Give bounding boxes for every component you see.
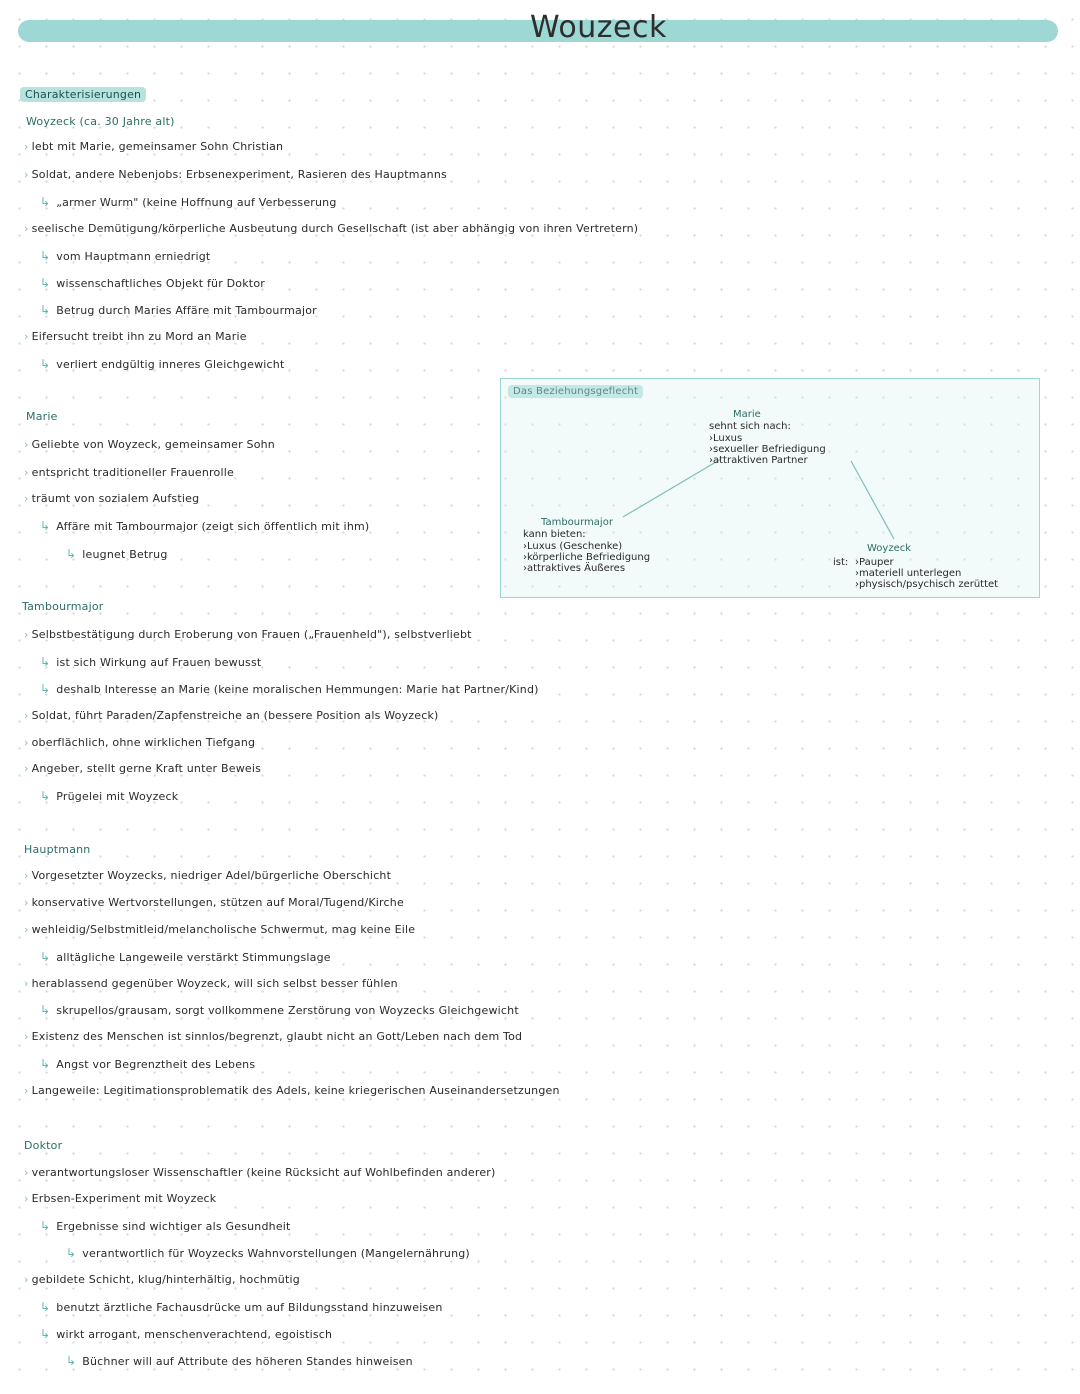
hauptmann-line-3: › wehleidig/Selbstmitleid/melancholische Schwermut, mag keine Eile <box>24 923 416 936</box>
marie-head: Marie <box>26 410 58 423</box>
line-marie-woyzeck <box>851 461 894 539</box>
tambourmajor-head: Tambourmajor <box>22 600 104 613</box>
diagram-tambourmajor-item-3: ›attraktives Äußeres <box>523 563 626 574</box>
marie-line-2: › entspricht traditioneller Frauenrolle <box>24 466 234 479</box>
hauptmann-line-6: ↳ skrupellos/grausam, sorgt vollkommene Zerstörung von Woyzecks Gleichgewicht <box>40 1003 519 1017</box>
woyzeck-line-8: › Eifersucht treibt ihn zu Mord an Marie <box>24 330 247 343</box>
tambourmajor-line-7: ↳ Prügelei mit Woyzeck <box>40 789 179 803</box>
woyzeck-line-5: ↳ vom Hauptmann erniedrigt <box>40 249 211 263</box>
tambourmajor-line-2: ↳ ist sich Wirkung auf Frauen bewusst <box>40 655 262 669</box>
woyzeck-line-9: ↳ verliert endgültig inneres Gleichgewicht <box>40 357 285 371</box>
tambourmajor-line-3: ↳ deshalb Interesse an Marie (keine moralischen Hemmungen: Marie hat Partner/Kind) <box>40 682 539 696</box>
diagram-woyzeck-item-3: ›physisch/psychisch zerüttet <box>855 579 999 590</box>
section-label-text: Charakterisierungen <box>20 87 146 102</box>
doktor-line-3: ↳ Ergebnisse sind wichtiger als Gesundheit <box>40 1219 291 1233</box>
diagram-tambourmajor-name: Tambourmajor <box>541 517 613 528</box>
woyzeck-head: Woyzeck (ca. 30 Jahre alt) <box>26 115 175 128</box>
diagram-woyzeck-ist: ist: <box>833 557 849 568</box>
woyzeck-line-4: › seelische Demütigung/körperliche Ausbeutung durch Gesellschaft (ist aber abhängig von ihren Vertretern) <box>24 222 639 235</box>
marie-line-1: › Geliebte von Woyzeck, gemeinsamer Sohn <box>24 438 275 451</box>
doktor-head: Doktor <box>24 1139 63 1152</box>
diagram-tambourmajor-item-1: ›Luxus (Geschenke) <box>523 541 623 552</box>
hauptmann-line-2: › konservative Wertvorstellungen, stützen auf Moral/Tugend/Kirche <box>24 896 404 909</box>
diagram-woyzeck-name: Woyzeck <box>867 543 912 554</box>
diagram-marie-item-3: ›attraktiven Partner <box>709 455 808 466</box>
doktor-line-7: ↳ wirkt arrogant, menschenverachtend, egoistisch <box>40 1327 333 1341</box>
diagram-marie-name: Marie <box>733 409 761 420</box>
diagram-marie-item-1: ›Luxus <box>709 433 743 444</box>
hauptmann-line-1: › Vorgesetzter Woyzecks, niedriger Adel/bürgerliche Oberschicht <box>24 869 392 882</box>
hauptmann-line-9: › Langeweile: Legitimationsproblematik des Adels, keine kriegerischen Auseinandersetzungen <box>24 1084 560 1097</box>
diagram-title-text: Das Beziehungsgeflecht <box>508 385 643 398</box>
hauptmann-line-8: ↳ Angst vor Begrenztheit des Lebens <box>40 1057 256 1071</box>
diagram-woyzeck-item-2: ›materiell unterlegen <box>855 568 962 579</box>
diagram-tambourmajor-sub: kann bieten: <box>523 529 586 540</box>
tambourmajor-line-1: › Selbstbestätigung durch Eroberung von Frauen („Frauenheld"), selbstverliebt <box>24 628 472 641</box>
hauptmann-line-4: ↳ alltägliche Langeweile verstärkt Stimmungslage <box>40 950 331 964</box>
diagram-marie-item-2: ›sexueller Befriedigung <box>709 444 826 455</box>
relationship-diagram <box>500 378 1040 598</box>
doktor-line-6: ↳ benutzt ärztliche Fachausdrücke um auf Bildungsstand hinzuweisen <box>40 1300 443 1314</box>
doktor-line-1: › verantwortungsloser Wissenschaftler (keine Rücksicht auf Wohlbefinden anderer) <box>24 1166 496 1179</box>
doktor-line-2: › Erbsen-Experiment mit Woyzeck <box>24 1192 217 1205</box>
page-title: Wouzeck <box>530 10 667 45</box>
hauptmann-head: Hauptmann <box>24 843 91 856</box>
doktor-line-5: › gebildete Schicht, klug/hinterhältig, hochmütig <box>24 1273 300 1286</box>
doktor-line-8: ↳ Büchner will auf Attribute des höheren Standes hinweisen <box>66 1354 413 1368</box>
hauptmann-line-5: › herablassend gegenüber Woyzeck, will sich selbst besser fühlen <box>24 977 398 990</box>
tambourmajor-line-4: › Soldat, führt Paraden/Zapfenstreiche an (bessere Position als Woyzeck) <box>24 709 439 722</box>
diagram-marie-sub: sehnt sich nach: <box>709 421 791 432</box>
woyzeck-line-3: ↳ „armer Wurm" (keine Hoffnung auf Verbesserung <box>40 195 337 209</box>
marie-line-4: ↳ Affäre mit Tambourmajor (zeigt sich öffentlich mit ihm) <box>40 519 370 533</box>
tambourmajor-line-5: › oberflächlich, ohne wirklichen Tiefgang <box>24 736 256 749</box>
hauptmann-line-7: › Existenz des Menschen ist sinnlos/begrenzt, glaubt nicht an Gott/Leben nach dem Tod <box>24 1030 523 1043</box>
line-marie-tambourmajor <box>623 459 721 517</box>
diagram-tambourmajor-item-2: ›körperliche Befriedigung <box>523 552 651 563</box>
woyzeck-line-6: ↳ wissenschaftliches Objekt für Doktor <box>40 276 265 290</box>
woyzeck-line-2: › Soldat, andere Nebenjobs: Erbsenexperiment, Rasieren des Hauptmanns <box>24 168 447 181</box>
doktor-line-4: ↳ verantwortlich für Woyzecks Wahnvorstellungen (Mangelernährung) <box>66 1246 470 1260</box>
woyzeck-line-7: ↳ Betrug durch Maries Affäre mit Tambourmajor <box>40 303 317 317</box>
marie-line-5: ↳ leugnet Betrug <box>66 547 168 561</box>
marie-line-3: › träumt von sozialem Aufstieg <box>24 492 200 505</box>
diagram-woyzeck-item-1: ›Pauper <box>855 557 894 568</box>
section-label <box>20 88 146 102</box>
woyzeck-line-1: › lebt mit Marie, gemeinsamer Sohn Christian <box>24 140 284 153</box>
tambourmajor-line-6: › Angeber, stellt gerne Kraft unter Beweis <box>24 762 262 775</box>
